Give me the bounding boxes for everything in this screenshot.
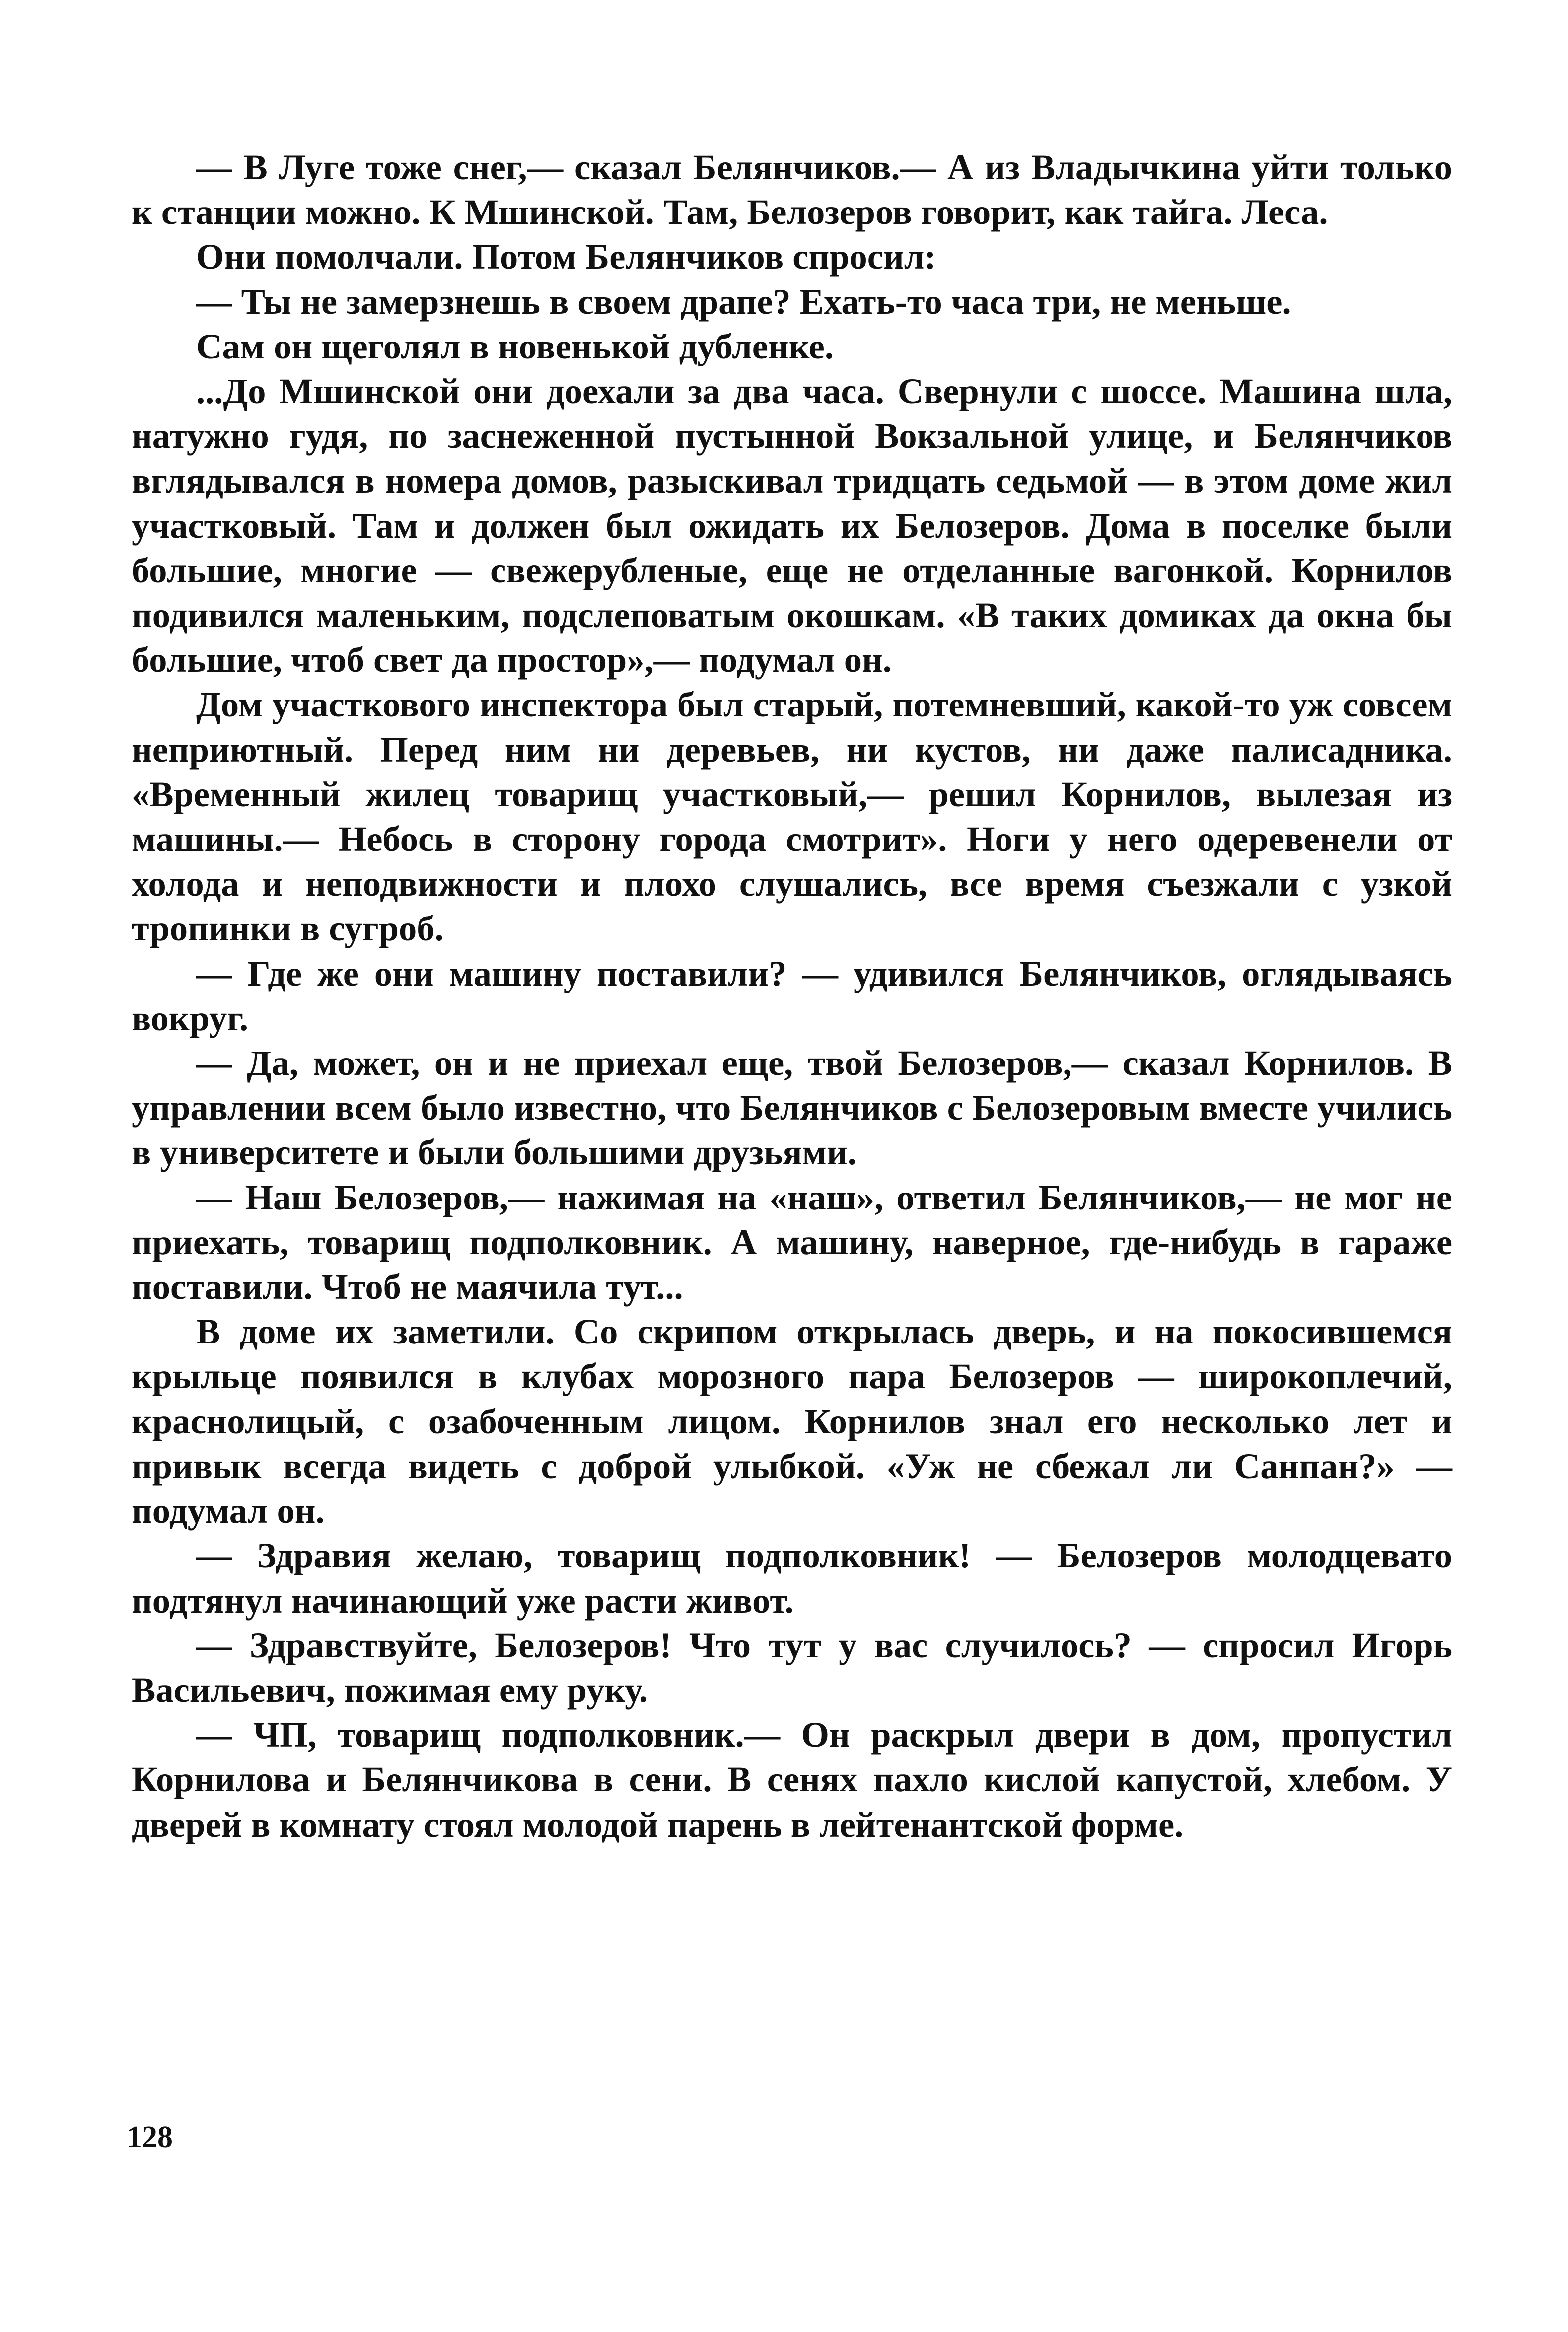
paragraph-9: — Наш Белозеров,— нажимая на «наш», ответил Белянчиков,— не мог не приехать, товарищ подполковник. А машину, наверное, где-нибудь в гараже поставили. Чтоб не маячила тут...: [132, 1177, 1452, 1307]
paragraph-8: — Да, может, он и не приехал еще, твой Белозеров,— сказал Корнилов. В управлении всем было известно, что Белянчиков с Белозеровым вместе учились в университете и были большими друзьями.: [132, 1043, 1452, 1173]
paragraph-4: Сам он щеголял в новенькой дубленке.: [196, 326, 834, 366]
paragraph-1: — В Луге тоже снег,— сказал Белянчиков.— А из Владычкина уйти только к станции можно. К Мшинской. Там, Белозеров говорит, как тайга. Леса.: [132, 147, 1452, 232]
paragraph-3: — Ты не замерзнешь в своем драпе? Ехать-то часа три, не меньше.: [196, 281, 1291, 322]
paragraph-6: Дом участкового инспектора был старый, потемневший, какой-то уж совсем неприютный. Перед ним ни деревьев, ни кустов, ни даже палисадника. «Временный жилец товарищ участковый,— решил Корнилов, вылезая из машины.— Небось в сторону города смотрит». Ноги у него одеревенели от холода и неподвижности и плохо слушались, все время съезжали с узкой тропинки в сугроб.: [132, 684, 1452, 949]
page-number: 128: [127, 2120, 173, 2154]
paragraph-12: — Здравствуйте, Белозеров! Что тут у вас случилось? — спросил Игорь Васильевич, пожимая ему руку.: [132, 1625, 1452, 1710]
paragraph-5: ...До Мшинской они доехали за два часа. Свернули с шоссе. Машина шла, натужно гудя, по заснеженной пустынной Вокзальной улице, и Белянчиков вглядывался в номера домов, разыскивал тридцать седьмой — в этом доме жил участковый. Там и должен был ожидать их Белозеров. Дома в поселке были большие, многие — свежерубленые, еще не отделанные вагонкой. Корнилов подивился маленьким, подслеповатым окошкам. «В таких домиках да окна бы большие, чтоб свет да простор»,— подумал он.: [132, 371, 1452, 680]
paragraph-10: В доме их заметили. Со скрипом открылась дверь, и на покосившемся крыльце появился в клубах морозного пара Белозеров — широкоплечий, краснолицый, с озабоченным лицом. Корнилов знал его несколько лет и привык всегда видеть с доброй улыбкой. «Уж не сбежал ли Санпан?» — подумал он.: [132, 1311, 1452, 1531]
paragraph-11: — Здравия желаю, товарищ подполковник! — Белозеров молодцевато подтянул начинающий уже расти живот.: [132, 1535, 1452, 1621]
paragraph-13: — ЧП, товарищ подполковник.— Он раскрыл двери в дом, пропустил Корнилова и Белянчикова в сени. В сенях пахло кислой капустой, хлебом. У дверей в комнату стоял молодой парень в лейтенантской форме.: [132, 1714, 1452, 1844]
body-text: [132, 145, 1452, 1847]
paragraph-2: Они помолчали. Потом Белянчиков спросил:: [196, 236, 936, 277]
paragraph-7: — Где же они машину поставили? — удивился Белянчиков, оглядываясь вокруг.: [132, 953, 1452, 1038]
